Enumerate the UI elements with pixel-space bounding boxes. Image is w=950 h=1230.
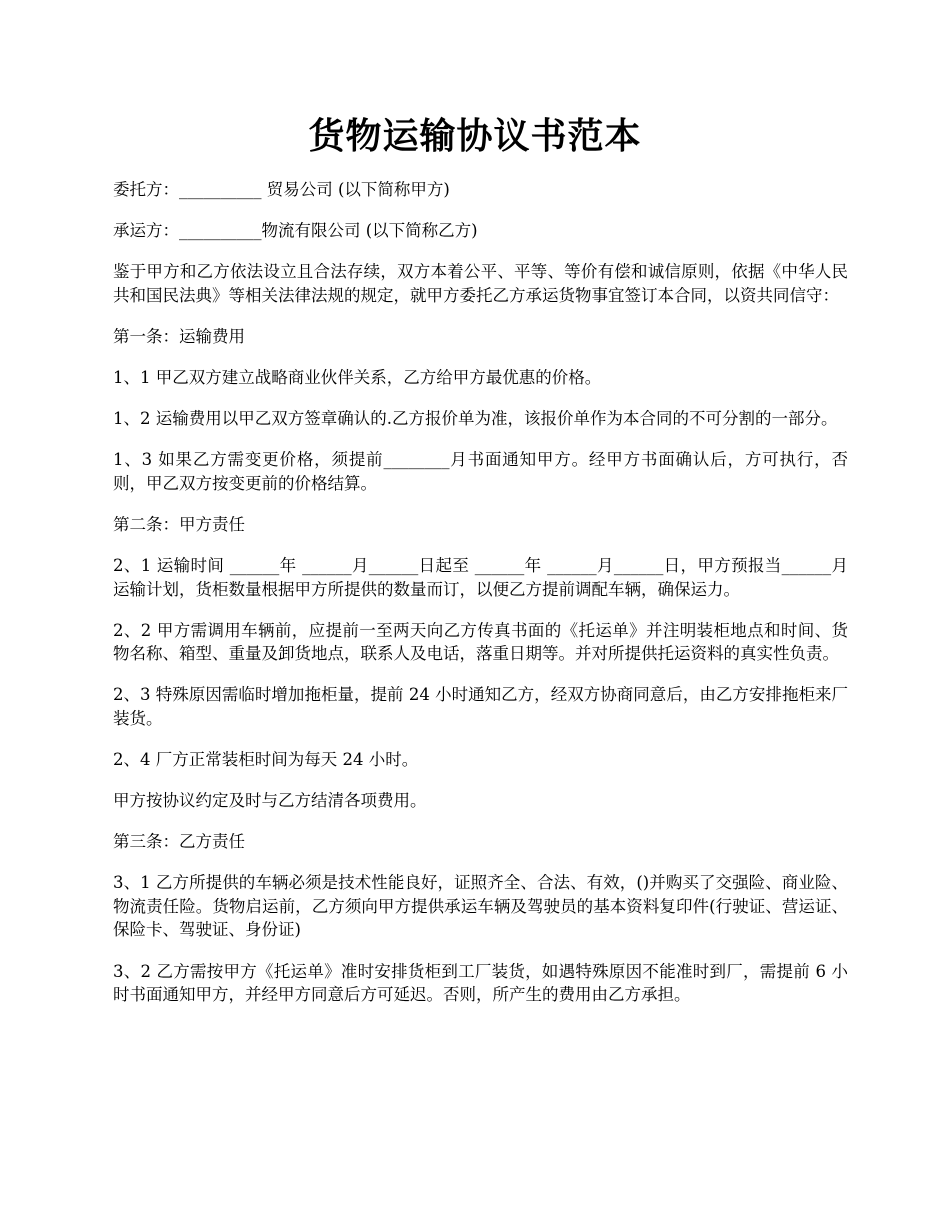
clause-client: 委托方：__________ 贸易公司 (以下简称甲方) — [113, 180, 450, 199]
clause-2-3: 2、3 特殊原因需临时增加拖柜量，提前 24 小时通知乙方，经双方协商同意后，由乙方安排拖柜来厂装货。 — [113, 685, 848, 728]
preamble: 鉴于甲方和乙方依法设立且合法存续，双方本着公平、平等、等价有偿和诚信原则，依据《中华人民共和国民法典》等相关法律法规的规定，就甲方委托乙方承运货物事宜签订本合同，以资共同信守： — [113, 262, 848, 305]
clause-2-4: 2、4 厂方正常装柜时间为每天 24 小时。 — [113, 750, 419, 769]
clause-3-1: 3、1 乙方所提供的车辆必须是技术性能良好，证照齐全、合法、有效，()并购买了交强险、商业险、物流责任险。货物启运前，乙方须向甲方提供承运车辆及驾驶员的基本资料复印件(行驶证、营运证、保险卡、驾驶证、身份证) — [113, 873, 848, 940]
clause-2-settlement: 甲方按协议约定及时与乙方结清各项费用。 — [113, 791, 427, 811]
clause-1-3: 1、3 如果乙方需变更价格，须提前________月书面通知甲方。经甲方书面确认后，方可执行，否则，甲乙双方按变更前的价格结算。 — [113, 450, 848, 493]
article-1-heading: 第一条：运输费用 — [113, 326, 245, 346]
document-body — [113, 178, 848, 1024]
clause-2-1: 2、1 运输时间 ______年 ______月______日起至 ______年 ______月______日，甲方预报当______月运输计划，货柜数量根据甲方所提供的数量而订，以便乙方提前调配车辆，确保运力。 — [113, 555, 848, 599]
clause-1-2: 1、2 运输费用以甲乙双方签章确认的.乙方报价单为准，该报价单作为本合同的不可分割的一部分。 — [113, 409, 838, 429]
clause-3-2: 3、2 乙方需按甲方《托运单》准时安排货柜到工厂装货，如遇特殊原因不能准时到厂，需提前 6 小时书面通知甲方，并经甲方同意后方可延迟。否则，所产生的费用由乙方承担。 — [113, 961, 848, 1005]
article-3-heading: 第三条：乙方责任 — [113, 832, 245, 852]
clause-carrier: 承运方：__________物流有限公司 (以下简称乙方) — [113, 221, 478, 241]
clause-1-1: 1、1 甲乙双方建立战略商业伙伴关系，乙方给甲方最优惠的价格。 — [113, 367, 602, 387]
clause-2-2: 2、2 甲方需调用车辆前，应提前一至两天向乙方传真书面的《托运单》并注明装柜地点和时间、货物名称、箱型、重量及卸货地点，联系人及电话，落重日期等。并对所提供托运资料的真实性负责。 — [113, 620, 848, 664]
article-2-heading: 第二条：甲方责任 — [113, 514, 245, 534]
document-title: 货物运输协议书范本 — [308, 115, 642, 157]
